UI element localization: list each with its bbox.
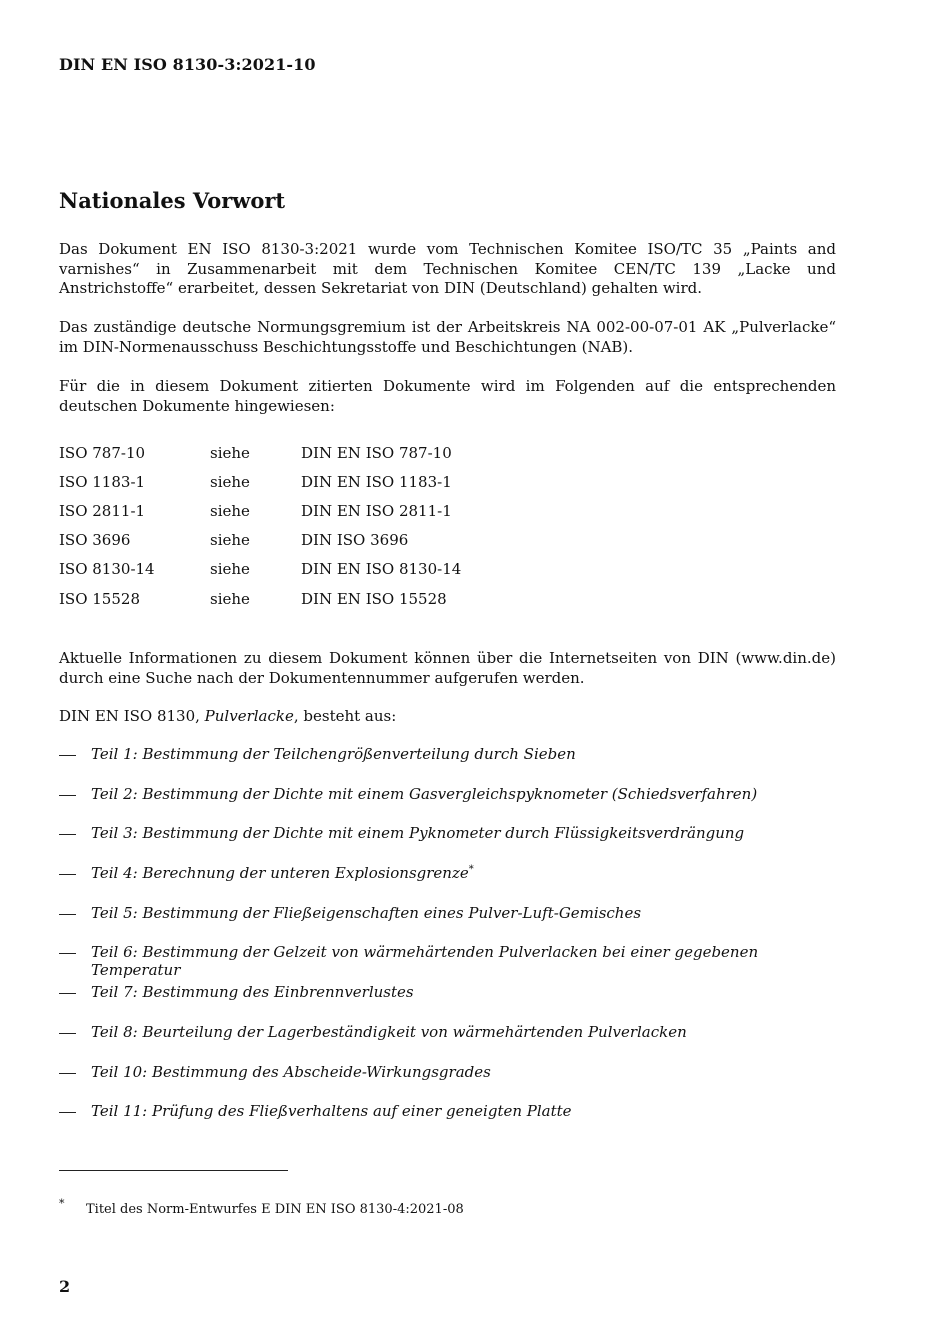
list-item xyxy=(59,1063,836,1103)
reference-row xyxy=(59,526,461,555)
reference-see: siehe xyxy=(210,560,250,579)
page-number: 2 xyxy=(59,1277,71,1296)
paragraph-committee: Das Dokument EN ISO 8130-3:2021 wurde vom Technischen Komitee ISO/TC 35 „Paints and varnishes“ in Zusammenarbeit mit dem Technischen Komitee CEN/TC 139 „Lacke und Anstrichstoffe“ erarbeitet, dessen Sekretariat von DIN (Deutschland) gehalten wird. xyxy=(59,240,836,297)
dash-bullet-icon xyxy=(59,1112,76,1113)
reference-see: siehe xyxy=(210,472,250,491)
list-item xyxy=(59,943,836,983)
list-item xyxy=(59,1102,836,1142)
reference-row xyxy=(59,496,461,525)
dash-bullet-icon xyxy=(59,1033,76,1034)
paragraph-parts-intro xyxy=(59,707,836,727)
reference-see: siehe xyxy=(210,501,250,520)
list-item xyxy=(59,824,836,864)
part-title: Teil 6: Bestimmung der Gelzeit von wärmehärtenden Pulverlacken bei einer gegebenen Temperatur xyxy=(91,943,759,980)
dash-bullet-icon xyxy=(59,795,76,796)
footnote-mark: * xyxy=(59,1197,65,1210)
reference-see: siehe xyxy=(210,531,250,550)
dash-bullet-icon xyxy=(59,953,76,954)
parts-intro-prefix: DIN EN ISO 8130, xyxy=(59,707,205,725)
reference-iso: ISO 2811-1 xyxy=(59,501,146,520)
list-item xyxy=(59,785,836,825)
reference-din: DIN EN ISO 1183-1 xyxy=(301,472,452,491)
reference-din: DIN EN ISO 2811-1 xyxy=(301,501,452,520)
footnote xyxy=(59,1197,464,1217)
reference-row xyxy=(59,438,461,467)
part-title: Teil 7: Bestimmung des Einbrennverlustes xyxy=(91,983,414,1002)
dash-bullet-icon xyxy=(59,755,76,756)
list-item xyxy=(59,1023,836,1063)
list-item xyxy=(59,904,836,944)
dash-bullet-icon xyxy=(59,834,76,835)
dash-bullet-icon xyxy=(59,993,76,994)
part-title: Teil 2: Bestimmung der Dichte mit einem Gasvergleichspyknometer (Schiedsverfahren) xyxy=(91,784,758,803)
part-title: Teil 11: Prüfung des Fließverhaltens auf einer geneigten Platte xyxy=(91,1102,572,1121)
section-title: Nationales Vorwort xyxy=(59,188,286,213)
reference-din: DIN EN ISO 8130-14 xyxy=(301,560,462,579)
footnote-reference[interactable]: * xyxy=(468,864,474,876)
footnote-text: Titel des Norm-Entwurfes E DIN EN ISO 8130-4:2021-08 xyxy=(86,1202,464,1217)
part-title: Teil 10: Bestimmung des Abscheide-Wirkungsgrades xyxy=(91,1062,491,1081)
reference-iso: ISO 15528 xyxy=(59,589,140,608)
part-title xyxy=(91,864,474,882)
list-item xyxy=(59,983,836,1023)
reference-iso: ISO 3696 xyxy=(59,531,131,550)
part-title-text: Teil 4: Berechnung der unteren Explosionsgrenze xyxy=(91,864,469,883)
paragraph-working-group: Das zuständige deutsche Normungsgremium ist der Arbeitskreis NA 002-00-07-01 AK „Pulverlacke“ im DIN-Normenausschuss Beschichtungsstoffe und Beschichtungen (NAB). xyxy=(59,318,836,356)
list-item xyxy=(59,864,836,904)
paragraph-online-info: Aktuelle Informationen zu diesem Dokument können über die Internetseiten von DIN (www.din.de) durch eine Suche nach der Dokumentennummer aufgerufen werden. xyxy=(59,649,836,687)
reference-din: DIN ISO 3696 xyxy=(301,531,409,550)
reference-iso: ISO 787-10 xyxy=(59,443,146,462)
parts-intro-italic: Pulverlacke xyxy=(204,707,294,725)
reference-see: siehe xyxy=(210,589,250,608)
footnote-divider xyxy=(59,1170,288,1171)
reference-din: DIN EN ISO 787-10 xyxy=(301,443,452,462)
document-id-header: DIN EN ISO 8130-3:2021-10 xyxy=(59,55,316,74)
dash-bullet-icon xyxy=(59,874,76,875)
dash-bullet-icon xyxy=(59,1073,76,1074)
parts-intro-suffix: , besteht aus: xyxy=(293,707,397,725)
part-title: Teil 5: Bestimmung der Fließeigenschaften eines Pulver-Luft-Gemisches xyxy=(91,903,642,922)
parts-list xyxy=(59,745,836,1142)
paragraph-references-intro: Für die in diesem Dokument zitierten Dokumente wird im Folgenden auf die entsprechenden deutschen Dokumente hingewiesen: xyxy=(59,377,836,415)
part-title: Teil 8: Beurteilung der Lagerbeständigkeit von wärmehärtenden Pulverlacken xyxy=(91,1022,687,1041)
reference-see: siehe xyxy=(210,443,250,462)
reference-table xyxy=(59,438,461,613)
part-title: Teil 1: Bestimmung der Teilchengrößenverteilung durch Sieben xyxy=(91,745,576,763)
reference-row xyxy=(59,555,461,584)
reference-iso: ISO 1183-1 xyxy=(59,472,146,491)
part-title: Teil 3: Bestimmung der Dichte mit einem Pyknometer durch Flüssigkeitsverdrängung xyxy=(91,824,745,843)
list-item xyxy=(59,745,836,785)
dash-bullet-icon xyxy=(59,914,76,915)
reference-row xyxy=(59,584,461,613)
reference-row xyxy=(59,467,461,496)
reference-din: DIN EN ISO 15528 xyxy=(301,589,447,608)
reference-iso: ISO 8130-14 xyxy=(59,560,155,579)
